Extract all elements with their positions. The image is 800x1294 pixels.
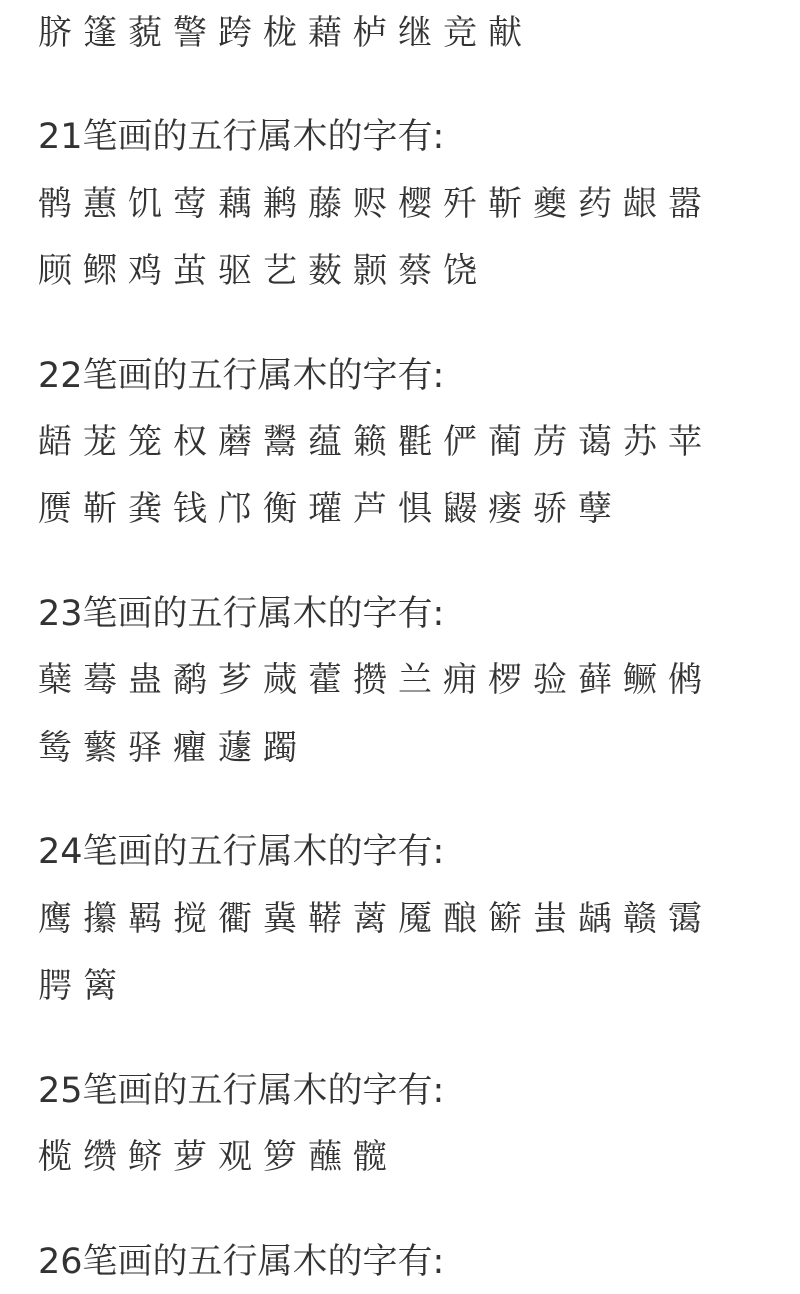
section-heading-21: 21笔画的五行属木的字有: (38, 117, 445, 157)
section-heading-24: 24笔画的五行属木的字有: (38, 832, 445, 872)
char-list-line: 榄缵鲚萝观箩蘸髋 (38, 1137, 398, 1177)
char-list-line: 鹰攥羁搅衢冀鞯蓠魇酿簖蚩龋赣霭 (38, 899, 713, 939)
char-list-line: 鹘蕙饥莺藕鹣藤赆樱歼靳夔药龈嚣 (38, 184, 713, 224)
char-list-line: 蘖蓦蛊鹬芗蒇藿攒兰痈椤验藓鳜鸺 (38, 660, 713, 700)
section-heading-25: 25笔画的五行属木的字有: (38, 1071, 445, 1111)
char-list-line: 赝靳龚钱邝衡瓘芦惧鼹瘘骄孽 (38, 489, 623, 529)
char-list-line: 龉茏笼权蘑鬻蕴籁氍俨蔺苈蔼苏苹 (38, 422, 713, 462)
section-heading-23: 23笔画的五行属木的字有: (38, 594, 445, 634)
char-list-line: 腭篱 (38, 966, 128, 1006)
section-heading-22: 22笔画的五行属木的字有: (38, 356, 445, 396)
char-list-line: 鸶蘩驿癯蘧躅 (38, 728, 308, 768)
char-list-line: 顾鳏鸡茧驱艺薮颢蔡饶 (38, 251, 488, 291)
section-heading-26: 26笔画的五行属木的字有: (38, 1242, 445, 1282)
char-list-line: 脐篷藐警跨栊藉栌继竞献 (38, 13, 533, 53)
